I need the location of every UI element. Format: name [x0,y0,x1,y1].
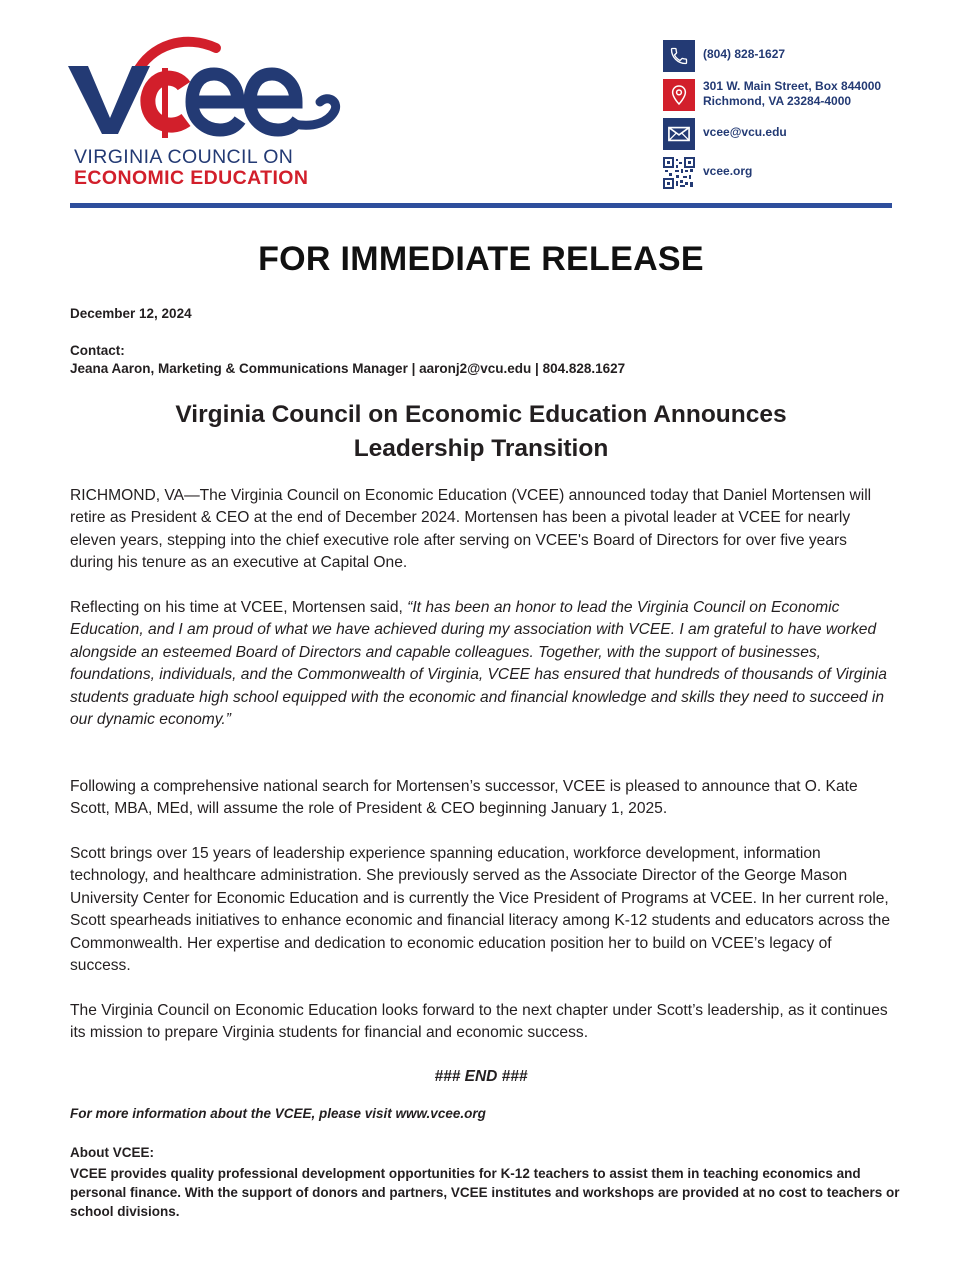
about-body: VCEE provides quality professional development opportunities for K-12 teachers to assist them in teaching economics and personal finance. With the support of donors and partners, VCEE institutes and workshops are provided at no cost to teachers or school divisions. [70,1166,900,1219]
paragraph-5: The Virginia Council on Economic Education looks forward to the next chapter under Scott’s leadership, as it continues its mission to prepare Virginia students for financial and economic success. [70,1002,888,1042]
headline-line2: Leadership Transition [353,435,609,462]
logo-line-economic-education: ECONOMIC EDUCATION [74,167,309,189]
release-title: FOR IMMEDIATE RELEASE [258,240,704,278]
address-line1: 301 W. Main Street, Box 844000 [703,79,882,93]
release-date: December 12, 2024 [70,306,192,321]
about-title: About VCEE: [70,1145,154,1160]
paragraph-2-intro: Reflecting on his time at VCEE, Mortensen said, [70,599,408,616]
contact-phone-row [663,40,785,72]
contact-details: Jeana Aaron, Marketing & Communications Manager | aaronj2@vcu.edu | 804.828.1627 [70,361,626,376]
logo-line-virginia-council: VIRGINIA COUNCIL ON [74,146,294,168]
paragraph-1: RICHMOND, VA—The Virginia Council on Economic Education (VCEE) announced today that Daniel Mortensen will retire as President & CEO at the end of December 2024. Mortensen has been a pivotal leader at VCEE for nearly eleven years, stepping into the chief executive role after serving on VCEE's Board of Directors for over five years during his tenure as an executive at Capital One. [70,487,872,572]
address-line2: Richmond, VA 23284-4000 [703,94,852,108]
contact-email-row [663,118,787,150]
vcee-logo-mark [66,36,341,146]
headline [70,398,892,466]
paragraph-3: Following a comprehensive national search for Mortensen’s successor, VCEE is pleased to announce that O. Kate Scott, MBA, MEd, will assume the role of President & CEO beginning January 1, 2025. [70,778,858,818]
website-link[interactable]: vcee.org [703,164,753,178]
headline-line1: Virginia Council on Economic Education Announces [175,401,787,428]
paragraph-4: Scott brings over 15 years of leadership experience spanning education, workforce development, information technology, and healthcare administration. She previously served as the Associate Director of the George Mason University Center for Economic Education and is currently the Vice President of Programs at VCEE. In her current role, Scott spearheads initiatives to enhance economic and financial literacy among K-12 students and educators across the Commonwealth. Her expertise and dedication to economic education position her to build on VCEE’s legacy of success. [70,845,891,975]
mail-icon [663,118,695,150]
vcee-logo [66,36,346,191]
email-link[interactable]: vcee@vcu.edu [703,125,787,139]
more-info-line: For more information about the VCEE, please visit www.vcee.org [70,1106,486,1121]
phone-number[interactable]: (804) 828-1627 [703,47,786,61]
contact-address-row [663,79,881,111]
location-pin-icon [663,79,695,111]
phone-icon [663,40,695,72]
contact-label: Contact: [70,343,125,358]
header-divider [70,203,892,208]
contact-website-row [663,157,752,189]
mortensen-quote: “It has been an honor to lead the Virginia Council on Economic Education, and I am proud of what we have achieved during my association with VCEE. I am grateful to have worked alongside an esteemed Board of Directors and capable colleagues. Together, with the support of businesses, foundations, individuals, and the Commonwealth of Virginia, VCEE has ensured that hundreds of thousands of Virginia students graduate high school equipped with the economic and financial knowledge and skills they need to succeed in our dynamic economy.” [70,599,887,729]
paragraph-2 [70,597,892,731]
qr-code-icon [663,157,695,189]
end-marker: ### END ### [434,1068,528,1085]
